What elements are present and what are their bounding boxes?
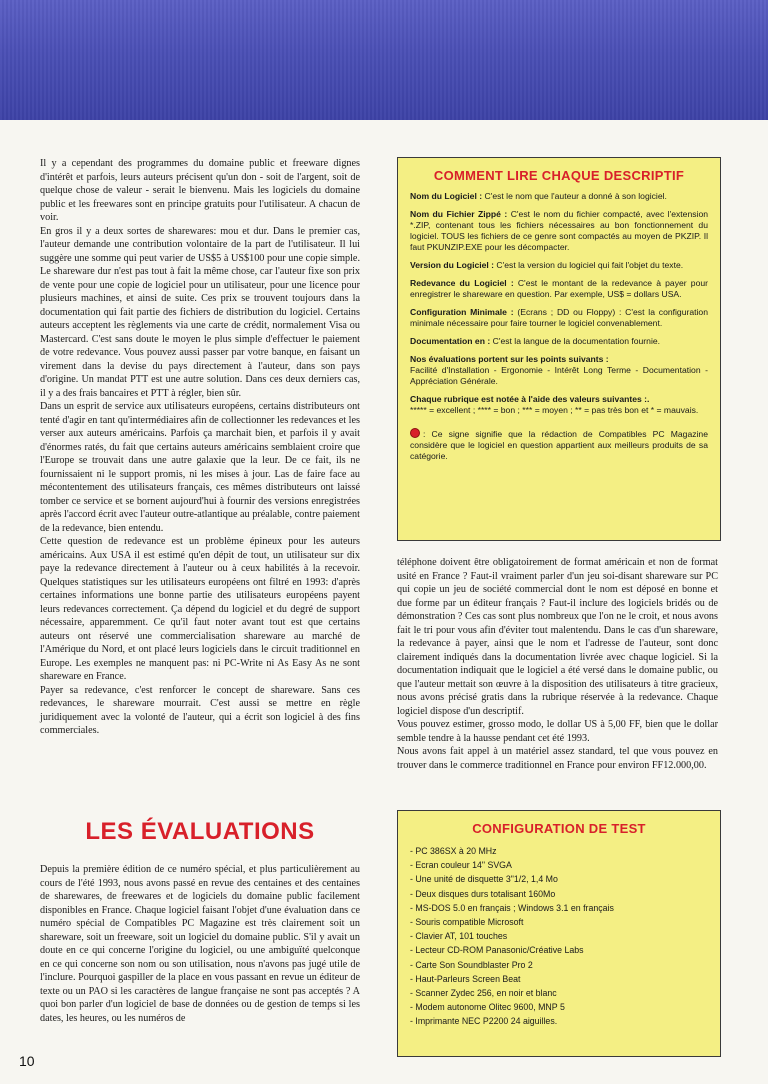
entry-text: C'est la version du logiciel qui fait l'objet du texte.: [494, 260, 684, 270]
paragraph: Depuis la première édition de ce numéro spécial, et plus particulièrement au cours de l'été 1993, nous avons passé en revue des centaines et des centaines de sharewares, de freewares et de logiciels du domaine public facilement disponibles en France. Chaque logiciel faisant l'objet d'une évaluation dans ce numéro spécial de Compatibles PC Magazine est très clairement soit un shareware, soit un freeware, soit un logiciel du domaine public. S'il y avait un doute en ce qui concerne l'origine du logiciel, ou une ambiguïté quelconque en ce qui concerne son nom ou son utilisation, nous n'avons pas jugé utile de l'inclure. Pourquoi gaspiller de la place en vous passant en revue un éditeur de texte ou un PAO si les caractères de langue française ne sont pas acceptés ? A quoi bon parler d'un logiciel de base de données ou de gestion de temps si les dates, les heures, ou les numéros de: [40, 864, 360, 1024]
entry-label: Nom du Fichier Zippé :: [410, 209, 508, 219]
entry-text: C'est le nom que l'auteur a donné à son logiciel.: [482, 191, 667, 201]
box-entry: [410, 336, 708, 347]
paragraph: Il y a cependant des programmes du domaine public et freeware dignes d'intérêt et parfois, leurs auteurs précisent qu'un don - soit de l'argent, soit de quelque chose de valeur - serait le bienvenu. Mais les logiciels du domaine public et les freewares sont en principe gratuits pour l'utilisateur. A chacun de voir.: [40, 158, 360, 223]
left-column-text: [40, 157, 360, 738]
paragraph: Cette question de redevance est un problème épineux pour les auteurs américains. Aux USA il est estimé qu'en dépit de tout, un utilisateur sur dix paye la redevance directement à l'auteur ou à ceux habilités à la recevoir. Quelques statistiques sur les utilisateurs européens ont filtré en 1993: d'après certaines informations une bonne partie des utilisateurs européens payent leurs redevances correctement. Ça dépend du logiciel et du degré de support nécessaire, apparemment. Ce qu'il faut noter avant tout est que certains auteurs ont réservé une commercialisation shareware au marché de l'Amérique du Nord, et ont placé leurs logiciels dans le circuit traditionnel en Europe. Les exemples ne manquent pas: ni PC-Write ni As Easy As ne sont shareware en France.: [40, 536, 360, 682]
box-entry: [410, 209, 708, 253]
paragraph: En gros il y a deux sortes de sharewares: mou et dur. Dans le premier cas, l'auteur demande une contribution volontaire de la part de l'utilisateur. Il lui suggère une somme qui peut varier de US$5 à US$100 pour une copie simple. Le shareware dur n'est pas tout à fait la même chose, car l'auteur fixe son prix de vente pour une copie de logiciel pour un utilisateur, pour une licence pour plusieurs machines, et ainsi de suite. Ces prix se trouvent toujours dans la documentation qui fait partie des fichiers de distribution du logiciel. Certains auteurs acceptent les règlements via une carte de crédit, normalement Visa ou Mastercard. C'est sans doute le moyen le plus simple d'effectuer le paiement de votre redevance. Vous pouvez aussi passer par votre banque, en faisant un virement dans la devise du pays directement à l'auteur, dans son pays d'origine. Un mandat PTT est une autre solution. Dans ces deux derniers cas, il y a des frais bancaires et PTT à régler, bien sûr.: [40, 225, 360, 399]
paragraph: téléphone doivent être obligatoirement de format américain et non de format usité en France ? Faut-il vraiment parler d'un jeu soi-disant shareware sur PC qui copie un jeu de société commercial dont le nom est déposé en bonne et due forme par un éditeur français ? Faut-il inclure des logiciels bridés ou de démonstration ? Ces cas sont plus nombreux que l'on ne le croit, et nous avons fait le tri pour vous afin d'éviter tout malentendu. Dans le cas d'un shareware, la redevance à payer, ainsi que le nom et l'adresse de l'auteur, sont donc clairement indiqués dans la documentation livrée avec chaque logiciel. Si la documentation indiquait que le logiciel a été versé dans le domaine public, ou que l'auteur mettait son œuvre à la disposition des utilisateurs à titre gracieux, nous avons précisé gratis dans la rubrique réservée à la redevance. Chaque logiciel dispose d'un descriptif.: [397, 557, 718, 717]
descriptif-box: [397, 157, 721, 541]
award-note-text: : Ce signe signifie que la rédaction de Compatibles PC Magazine considère que le logiciel en question appartient aux meilleurs produits de sa catégorie.: [410, 429, 708, 461]
box-entry: [410, 278, 708, 300]
entry-label: Redevance du Logiciel :: [410, 278, 514, 288]
list-item: - Lecteur CD-ROM Panasonic/Créative Labs: [410, 945, 584, 956]
entry-label: Chaque rubrique est notée à l'aide des valeurs suivantes :.: [410, 394, 650, 404]
box-entry: [410, 394, 708, 416]
config-box: [397, 810, 721, 1057]
box-title: COMMENT LIRE CHAQUE DESCRIPTIF: [433, 168, 685, 183]
paragraph: Vous pouvez estimer, grosso modo, le dollar US à 5,00 FF, bien que le dollar semble tendre à la hausse pendant cet été 1993.: [397, 719, 718, 744]
paragraph: Payer sa redevance, c'est renforcer le concept de shareware. Sans ces redevances, le shareware mourrait. C'est aussi se mettre en règle juridiquement avec la volonté de l'auteur, qui a écrit son logiciel à des fins commerciales.: [40, 684, 360, 736]
entry-label: Nom du Logiciel :: [410, 191, 483, 201]
evaluations-text: [40, 863, 360, 1025]
right-column-text: [397, 556, 718, 772]
entry-text: ***** = excellent ; **** = bon ; *** = moyen ; ** = pas très bon et * = mauvais.: [410, 405, 699, 415]
entry-text: C'est la langue de la documentation fournie.: [490, 336, 661, 346]
list-item: - Ecran couleur 14" SVGA: [410, 860, 512, 871]
list-item: - PC 386SX à 20 MHz: [410, 846, 497, 856]
list-item: - Carte Son Soundblaster Pro 2: [410, 959, 533, 970]
list-item: - MS-DOS 5.0 en français ; Windows 3.1 en français: [410, 902, 614, 913]
award-disc-icon: [410, 428, 420, 438]
entry-label: Documentation en :: [410, 336, 491, 346]
config-list: [410, 844, 708, 1029]
list-item: - Modem autonome Olitec 9600, MNP 5: [410, 1002, 565, 1013]
award-note: [410, 428, 708, 462]
entry-text: Facilité d'Installation - Ergonomie - Intérêt Long Terme - Documentation - Appréciation Générale.: [410, 365, 708, 386]
list-item: - Imprimante NEC P2200 24 aiguilles.: [410, 1016, 558, 1027]
entry-text: (Ecrans ; DD ou Floppy) : C'est la configuration minimale nécessaire pour faire tourner le logiciel convenablement.: [410, 307, 708, 328]
list-item: - Deux disques durs totalisant 160Mo: [410, 888, 556, 899]
box-entry: [410, 307, 708, 329]
box-entry: [410, 191, 708, 202]
list-item: - Scanner Zydec 256, en noir et blanc: [410, 988, 557, 999]
paragraph: Nous avons fait appel à un matériel assez standard, tel que vous pouvez en trouver dans le commerce traditionnel en France pour environ FF12.000,00.: [397, 746, 718, 771]
section-heading: LES ÉVALUATIONS: [85, 818, 315, 845]
page-number: 10: [19, 1053, 35, 1069]
box-entry: [410, 354, 708, 387]
list-item: - Souris compatible Microsoft: [410, 917, 524, 928]
paragraph: Dans un esprit de service aux utilisateurs européens, certains distributeurs ont tenté d'agir en tant qu'intermédiaires afin de collectionner les redevances et les verser aux auteurs américains. Parfois ça marchait bien, et parfois il y avait d'énormes ratés, du fait que certains auteurs américains semblaient croire que l'Europe se trouvait dans une autre galaxie que la leur. De ce fait, ils ne fournissaient ni le support promis, ni les mises à jour. Las de faire face au mécontentement des utilisateurs français, ces mêmes distributeurs ont laissé tomber ce service et se bornent aujourd'hui à fournir des versions enregistrées après l'accord écrit avec l'auteur outre-atlantique au préalable, contre paiement de la redevance, bien entendu.: [40, 401, 360, 534]
list-item: - Une unité de disquette 3"1/2, 1,4 Mo: [410, 874, 558, 885]
entry-text: C'est le montant de la redevance à payer pour enregistrer le shareware en question. Par exemple, US$ = dollars USA.: [410, 278, 708, 299]
entry-label: Nos évaluations portent sur les points suivants :: [410, 354, 609, 364]
list-item: - Haut-Parleurs Screen Beat: [410, 973, 521, 984]
box-title: CONFIGURATION DE TEST: [472, 821, 646, 836]
entry-text: C'est le nom du fichier compacté, avec l'extension *.ZIP, contenant tous les fichiers nécessaires au bon fonctionnement du logiciel. TOUS les fichiers de ce genre sont compactés au moyen de PKZIP. Il faut PKUNZIP.EXE pour les décompacter.: [410, 209, 709, 252]
entry-label: Version du Logiciel :: [410, 260, 495, 270]
entry-label: Configuration Minimale :: [410, 307, 514, 317]
list-item: - Clavier AT, 101 touches: [410, 931, 508, 942]
box-entry: [410, 260, 708, 271]
header-band: [0, 0, 768, 120]
